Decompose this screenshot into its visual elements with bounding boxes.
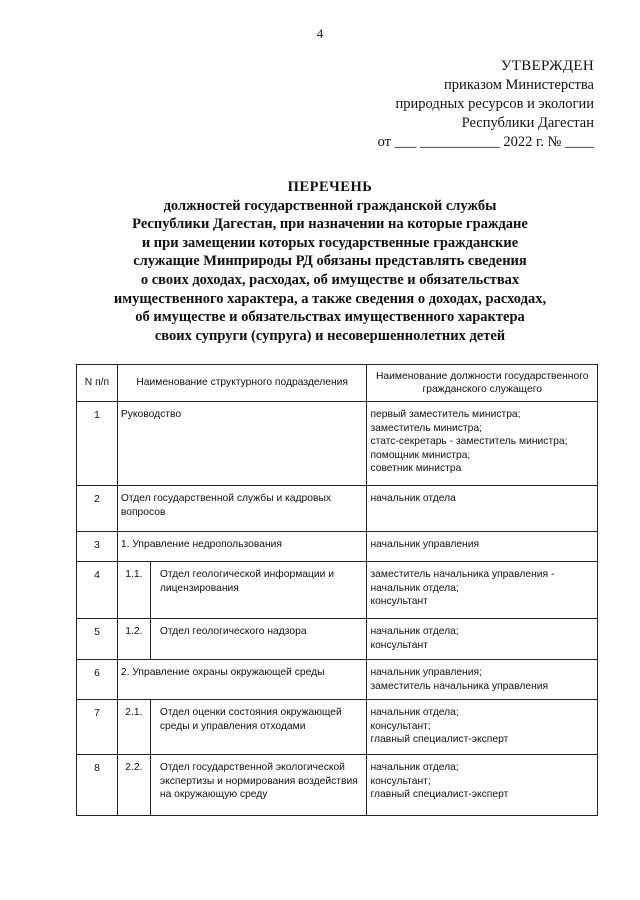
dept-name: Отдел государственной экологической экспертизы и нормирования воздействия на окружающую среду — [159, 762, 358, 800]
header-dept: Наименование структурного подразделения — [117, 365, 367, 402]
approval-line-1: приказом Министерства — [444, 77, 594, 93]
dept-cell — [117, 562, 367, 619]
positions-cell — [367, 700, 598, 755]
position-item: главный специалист-эксперт — [370, 734, 509, 745]
approval-line-2: природных ресурсов и экологии — [395, 96, 594, 112]
table-body — [77, 402, 598, 816]
position-item: первый заместитель министра; — [370, 409, 521, 420]
page-number: 4 — [316, 26, 324, 41]
position-item: начальник отдела; — [370, 707, 459, 718]
dept-name: Отдел геологического надзора — [159, 626, 307, 637]
positions-cell — [367, 532, 598, 562]
row-number: 5 — [77, 619, 118, 660]
row-number: 1 — [77, 402, 118, 486]
dept-cell — [117, 619, 367, 660]
title-line: своих супруги (супруга) и несовершеннолетних детей — [154, 327, 506, 344]
positions-cell — [367, 755, 598, 816]
positions-cell — [367, 562, 598, 619]
table-row — [77, 562, 598, 619]
table-row — [77, 402, 598, 486]
positions-table — [76, 364, 598, 816]
approval-date-line: от ___ ___________ 2022 г. № ____ — [377, 134, 594, 150]
dept-name: Отдел государственной службы и кадровых вопросов — [117, 486, 367, 532]
table-row — [77, 532, 598, 562]
position-item: консультант; — [370, 775, 431, 787]
row-number: 4 — [77, 562, 118, 619]
dept-name: Отдел геологической информации и лицензирования — [159, 569, 335, 594]
position-item: начальник отдела — [370, 493, 456, 504]
dept-name: Отдел оценки состояния окружающей среды и управления отходами — [159, 707, 342, 732]
title-line: служащие Минприроды РД обязаны представлять сведения — [133, 253, 527, 270]
row-number: 3 — [77, 532, 118, 562]
dept-name: 1. Управление недропользования — [117, 532, 367, 562]
row-number: 7 — [77, 700, 118, 755]
position-item: начальник отдела; — [370, 582, 459, 594]
position-item: заместитель начальника управления — [370, 680, 549, 692]
positions-cell — [367, 619, 598, 660]
position-item: заместитель министра; — [370, 422, 482, 434]
title-line: о своих доходах, расходах, об имуществе и обязательствах — [140, 271, 520, 288]
title-line: имущественного характера, а также сведения о доходах, расходах, — [113, 290, 547, 307]
positions-cell — [367, 402, 598, 486]
title-line: должностей государственной гражданской службы — [163, 197, 497, 214]
title-line: об имуществе и обязательствах имущественного характера — [135, 309, 525, 326]
position-item: консультант — [370, 596, 428, 607]
title-line: и при замещении которых государственные гражданские — [141, 234, 519, 251]
position-item: начальник управления; — [370, 667, 482, 678]
dept-cell — [117, 700, 367, 755]
title-line: Республики Дагестан, при назначении на которые граждане — [132, 216, 528, 233]
dept-cell — [117, 755, 367, 816]
table-header-row — [77, 365, 598, 402]
approval-line-3: Республики Дагестан — [461, 115, 594, 131]
table-row — [77, 619, 598, 660]
position-item: советник министра — [370, 463, 462, 474]
position-item: консультант; — [370, 720, 431, 732]
dept-name: Руководство — [117, 402, 367, 486]
position-item: начальник отдела; — [370, 626, 459, 637]
row-number: 8 — [77, 755, 118, 816]
position-item: начальник отдела; — [370, 762, 459, 773]
dept-sub-code: 1.2. — [118, 619, 151, 659]
header-pos: Наименование должности государственного гражданского служащего — [367, 365, 598, 402]
table-row — [77, 660, 598, 700]
position-item: заместитель начальника управления - — [370, 569, 555, 580]
document-title — [70, 178, 590, 345]
dept-sub-code: 2.2. — [118, 755, 151, 815]
position-item: начальник управления — [370, 539, 480, 550]
header-num: N п/п — [77, 365, 118, 402]
position-item: главный специалист-эксперт — [370, 789, 509, 800]
position-item: статс-секретарь - заместитель министра; — [370, 436, 568, 447]
positions-cell — [367, 486, 598, 532]
dept-sub-code: 1.1. — [118, 562, 151, 618]
approval-heading: УТВЕРЖДЕН — [500, 58, 594, 74]
table-row — [77, 700, 598, 755]
position-item: помощник министра; — [370, 449, 471, 461]
dept-sub-code: 2.1. — [118, 700, 151, 754]
table-row — [77, 486, 598, 532]
positions-cell — [367, 660, 598, 700]
title-main: ПЕРЕЧЕНЬ — [287, 179, 373, 195]
table-row — [77, 755, 598, 816]
dept-name: 2. Управление охраны окружающей среды — [117, 660, 367, 700]
approval-stamp — [378, 57, 594, 152]
row-number: 6 — [77, 660, 118, 700]
row-number: 2 — [77, 486, 118, 532]
position-item: консультант — [370, 639, 428, 651]
